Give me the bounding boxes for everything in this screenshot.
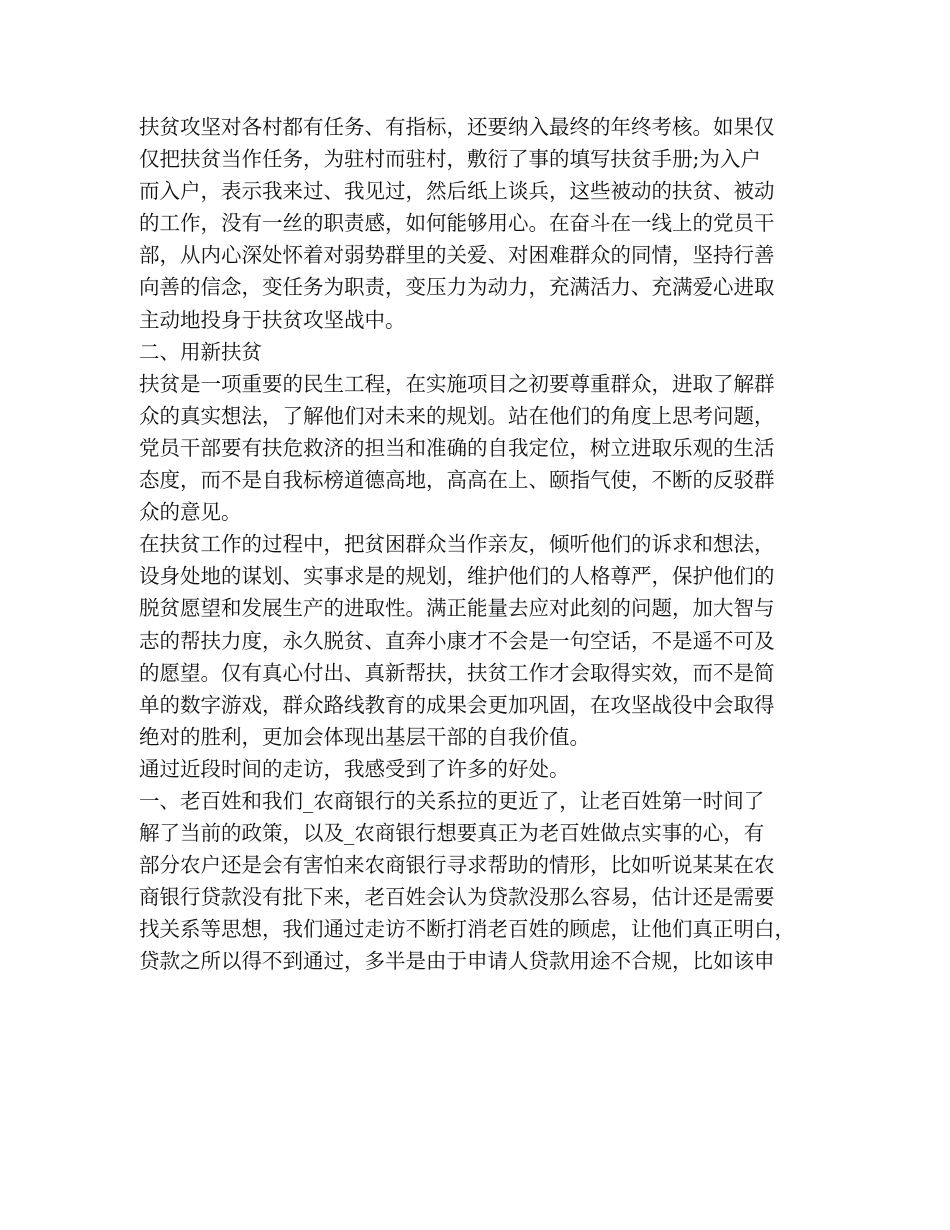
text-line: 态度，而不是自我标榜道德高地，高高在上、颐指气使，不断的反驳群: [139, 468, 775, 493]
text-line: 脱贫愿望和发展生产的进取性。满正能量去应对此刻的问题，加大智与: [139, 596, 775, 621]
text-line: 贷款之所以得不到通过，多半是由于申请人贷款用途不合规，比如该申: [139, 949, 775, 974]
text-line: 单的数字游戏，群众路线教育的成果会更加巩固，在攻坚战役中会取得: [139, 692, 775, 717]
text-line: 众的意见。: [139, 500, 242, 525]
text-line: 商银行贷款没有批下来，老百姓会认为贷款没那么容易，估计还是需要: [139, 885, 775, 910]
text-line: 通过近段时间的走访，我感受到了许多的好处。: [139, 756, 570, 781]
text-line: 部，从内心深处怀着对弱势群里的关爱、对困难群众的同情，坚持行善: [139, 243, 775, 268]
text-line: 而入户，表示我来过、我见过，然后纸上谈兵，这些被动的扶贫、被动: [139, 179, 775, 204]
text-line: 众的真实想法，了解他们对未来的规划。站在他们的角度上思考问题，: [139, 403, 775, 428]
text-line: 志的帮扶力度，永久脱贫、直奔小康才不会是一句空话，不是遥不可及: [139, 628, 775, 653]
text-line: 主动地投身于扶贫攻坚战中。: [139, 307, 406, 332]
text-line: 向善的信念，变任务为职责，变压力为动力，充满活力、充满爱心进取: [139, 275, 775, 300]
text-line: 党员干部要有扶危救济的担当和准确的自我定位，树立进取乐观的生活: [139, 435, 775, 460]
text-line: 在扶贫工作的过程中，把贫困群众当作亲友，倾听他们的诉求和想法，: [139, 532, 775, 557]
text-line: 设身处地的谋划、实事求是的规划，维护他们的人格尊严，保护他们的: [139, 564, 775, 589]
document-body: [139, 111, 819, 978]
text-line: 绝对的胜利，更加会体现出基层干部的自我价值。: [139, 724, 590, 749]
text-line: 扶贫攻坚对各村都有任务、有指标，还要纳入最终的年终考核。如果仅: [139, 115, 775, 139]
text-line: 扶贫是一项重要的民生工程，在实施项目之初要尊重群众，进取了解群: [139, 371, 775, 396]
text-line: 的工作，没有一丝的职责感，如何能够用心。在奋斗在一线上的党员干: [139, 211, 775, 236]
text-line: 仅把扶贫当作任务，为驻村而驻村，敷衍了事的填写扶贫手册;为入户: [139, 147, 761, 172]
text-line: 部分农户还是会有害怕来农商银行寻求帮助的情形，比如听说某某在农: [139, 853, 775, 878]
text-line: 一、老百姓和我们_农商银行的关系拉的更近了，让老百姓第一时间了: [139, 788, 765, 813]
section-heading: 二、用新扶贫: [139, 339, 262, 364]
text-line: 的愿望。仅有真心付出、真新帮扶，扶贫工作才会取得实效，而不是简: [139, 660, 775, 685]
text-line: 找关系等思想，我们通过走访不断打消老百姓的顾虑，让他们真正明白，: [139, 917, 795, 942]
text-line: 解了当前的政策，以及_农商银行想要真正为老百姓做点实事的心，有: [139, 821, 765, 846]
